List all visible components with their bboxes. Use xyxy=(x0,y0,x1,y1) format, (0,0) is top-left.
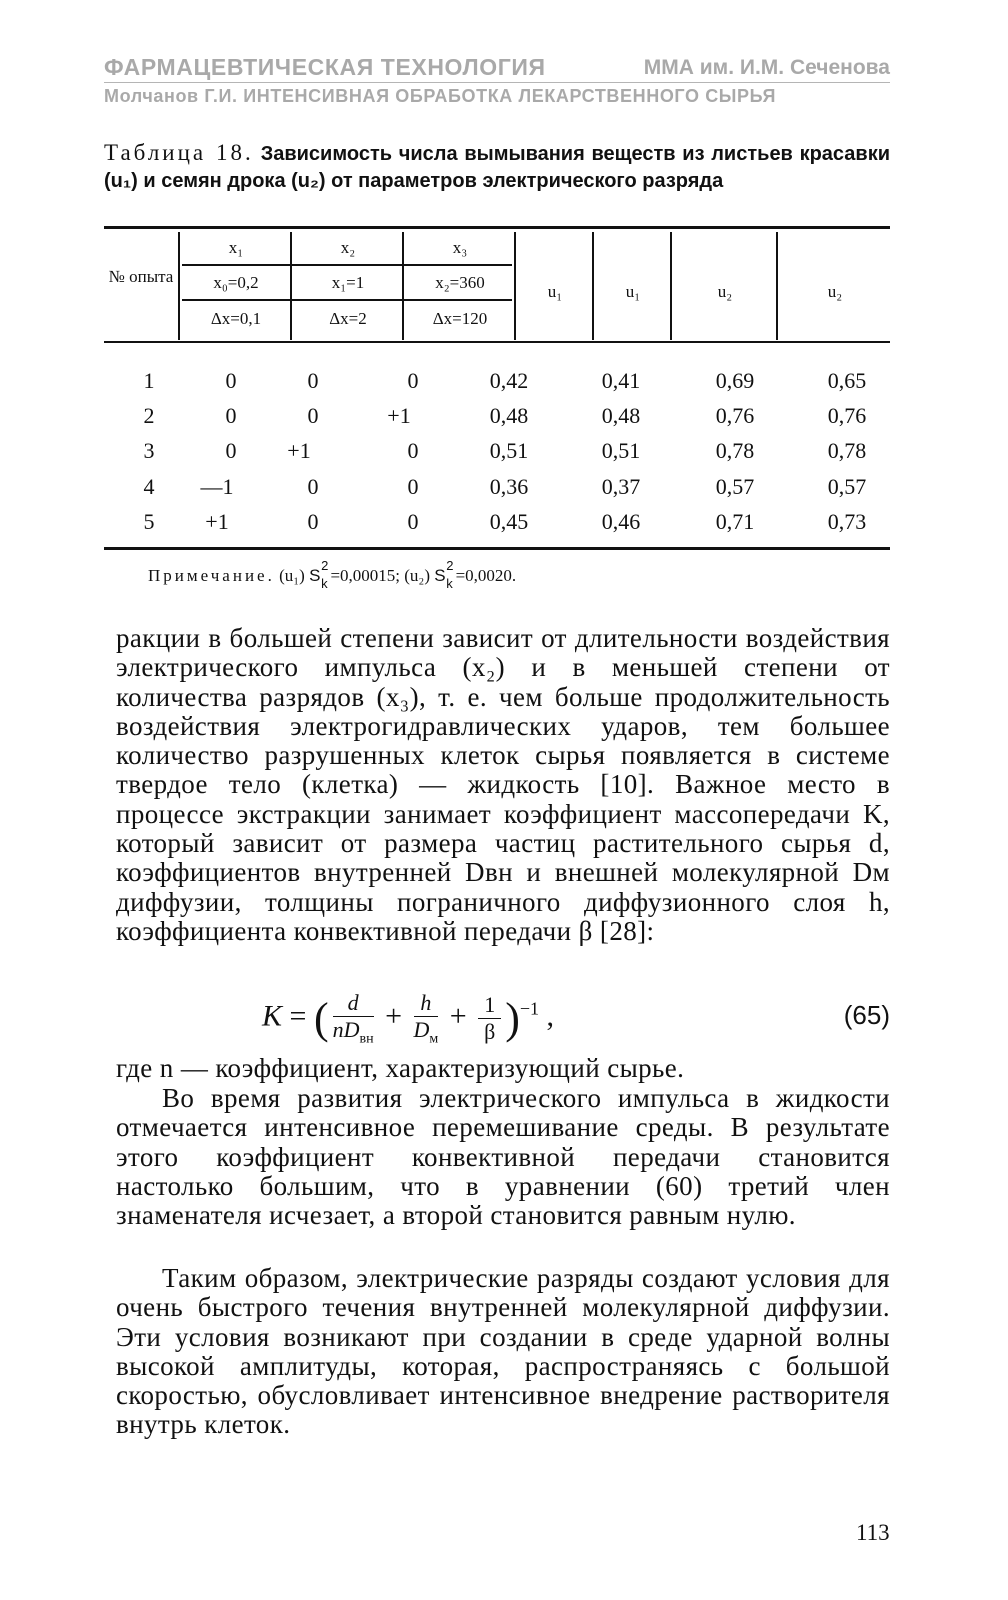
cell: 0 xyxy=(307,474,319,499)
formula-65: K = ( $\frac{d}{nD_{вн}}$ + $\frac{h}{D_м}$ + $\frac{1}{\beta}$ )$^{-1}$ , xyxy=(262,990,554,1047)
cell: 0,48 xyxy=(489,403,529,428)
cell: 0,48 xyxy=(601,403,641,428)
cell: 3 xyxy=(143,438,155,463)
cell: 5 xyxy=(143,509,155,534)
paragraph-text: Таким образом, электрические разряды создают условия для очень быстрого течения внутренней молекулярной диффузии. Эти условия возникают при создании в среде ударной волны высокой амплитуды, которая, распространяясь с большой скоростью, обусловливает интенсивное внедрение растворителя внутрь клеток. xyxy=(116,1263,890,1440)
table-subrule xyxy=(182,264,512,266)
header-x2: x₂ xyxy=(340,238,356,257)
variance-symbol: S 2 k xyxy=(309,558,329,591)
cell: 0,41 xyxy=(601,368,641,393)
header-x3-step: Δx=120 xyxy=(432,309,488,328)
header-u2-a: u₂ xyxy=(717,282,733,301)
cell: +1 xyxy=(287,438,311,463)
equation-number: (65) xyxy=(843,1000,890,1030)
cell: 0,71 xyxy=(715,509,755,534)
header-u1-a: u₁ xyxy=(547,282,563,301)
paragraph-text: где n — коэффициент, характеризующий сырье. xyxy=(116,1053,685,1083)
table-title: Зависимость числа вымывания веществ из листьев красавки (u₁) и семян дрока (u₂) от параметров электрического разряда xyxy=(104,143,891,192)
cell: 0,42 xyxy=(489,368,529,393)
note-u2: (u₂) xyxy=(404,566,430,585)
cell: 0,45 xyxy=(489,509,529,534)
paragraph-1 xyxy=(116,624,890,946)
cell: 0 xyxy=(307,509,319,534)
cell: 0 xyxy=(407,509,419,534)
cell: 0,73 xyxy=(827,509,867,534)
note-u1: (u₁) xyxy=(279,566,305,585)
cell: 0,51 xyxy=(601,438,641,463)
table-bottom-rule xyxy=(104,547,890,550)
cell: 0,78 xyxy=(715,438,755,463)
cell: +1 xyxy=(387,403,411,428)
cell: 0,36 xyxy=(489,474,529,499)
cell: 0,51 xyxy=(489,438,529,463)
cell: 0 xyxy=(225,368,237,393)
table-caption xyxy=(104,140,890,194)
cell: 0 xyxy=(307,368,319,393)
header-u1-b: u₁ xyxy=(625,282,641,301)
cell: 0 xyxy=(225,403,237,428)
paragraph-2 xyxy=(116,1054,890,1083)
cell: +1 xyxy=(205,509,229,534)
experiment-number-label: № опыта xyxy=(108,267,174,286)
cell: 0,69 xyxy=(715,368,755,393)
header-u2-b: u₂ xyxy=(827,282,843,301)
table-divider xyxy=(592,232,594,340)
paragraph-3 xyxy=(116,1084,890,1230)
table-divider xyxy=(402,232,404,340)
header-experiment-number xyxy=(104,268,178,286)
table-divider xyxy=(776,232,778,340)
cell: 0,57 xyxy=(715,474,755,499)
cell: 0,78 xyxy=(827,438,867,463)
cell: 0,76 xyxy=(715,403,755,428)
table-header-rule xyxy=(104,341,890,343)
header-title: ФАРМАЦЕВТИЧЕСКАЯ ТЕХНОЛОГИЯ xyxy=(104,54,546,80)
cell: 0,76 xyxy=(827,403,867,428)
cell: 4 xyxy=(143,474,155,499)
header-x2-step: Δx=2 xyxy=(329,309,367,328)
cell: —1 xyxy=(200,474,234,499)
table-top-rule xyxy=(104,226,890,229)
table-label: Таблица 18. xyxy=(104,140,254,165)
table-divider xyxy=(514,232,516,340)
header-subtitle: Молчанов Г.И. ИНТЕНСИВНАЯ ОБРАБОТКА ЛЕКАРСТВЕННОГО СЫРЬЯ xyxy=(104,86,777,106)
cell: 0,46 xyxy=(601,509,641,534)
header-x1-step: Δx=0,1 xyxy=(210,309,262,328)
cell: 0,57 xyxy=(827,474,867,499)
header-institution: ММА им. И.М. Сеченова xyxy=(643,56,890,79)
cell: 0,37 xyxy=(601,474,641,499)
page-number: 113 xyxy=(856,1520,890,1545)
header-x1: x₁ xyxy=(228,238,244,257)
paragraph-4 xyxy=(116,1264,890,1440)
note-label: Примечание. xyxy=(148,566,275,585)
table-divider xyxy=(290,232,292,340)
cell: 0 xyxy=(407,368,419,393)
paragraph-text: ракции в большей степени зависит от длительности воздействия электрического импульса (x₂) и в меньшей степени от количества разрядов (x₃), т. е. чем больше продолжительность воздействия электрогидравлических ударов, тем большее количество разрушенных клеток сырья появляется в системе твердое тело (клетка) — жидкость [10]. Важное место в процессе экстракции занимает коэффициент массопередачи K, который зависит от размера частиц растительного сырья d, коэффициентов внутренней Dвн и внешней молекулярной Dм диффузии, толщины пограничного диффузионного слоя h, коэффициента конвективной передачи β [28]: xyxy=(116,623,890,946)
variance-symbol: S 2 k xyxy=(434,558,454,591)
cell: 1 xyxy=(143,368,155,393)
header-x1-base: x₀=0,2 xyxy=(213,273,259,292)
paragraph-text: Во время развития электрического импульса в жидкости отмечается интенсивное перемешивание среды. В результате этого коэффициент конвективной передачи становится настолько большим, что в уравнении (60) третий член знаменателя исчезает, а второй становится равным нулю. xyxy=(116,1083,890,1231)
note-value-2: =0,0020. xyxy=(455,566,517,585)
table-divider xyxy=(670,232,672,340)
cell: 0 xyxy=(407,438,419,463)
cell: 0 xyxy=(225,438,237,463)
cell: 2 xyxy=(143,403,155,428)
cell: 0 xyxy=(407,474,419,499)
note-value-1: =0,00015; xyxy=(330,566,400,585)
table-note xyxy=(148,558,517,591)
table-divider xyxy=(178,232,180,340)
cell: 0,65 xyxy=(827,368,867,393)
running-header xyxy=(104,54,890,83)
header-x3-base: x₂=360 xyxy=(435,273,485,292)
table-subrule xyxy=(182,299,512,301)
header-x2-base: x₁=1 xyxy=(331,273,365,292)
header-x3: x₃ xyxy=(452,238,468,257)
cell: 0 xyxy=(307,403,319,428)
